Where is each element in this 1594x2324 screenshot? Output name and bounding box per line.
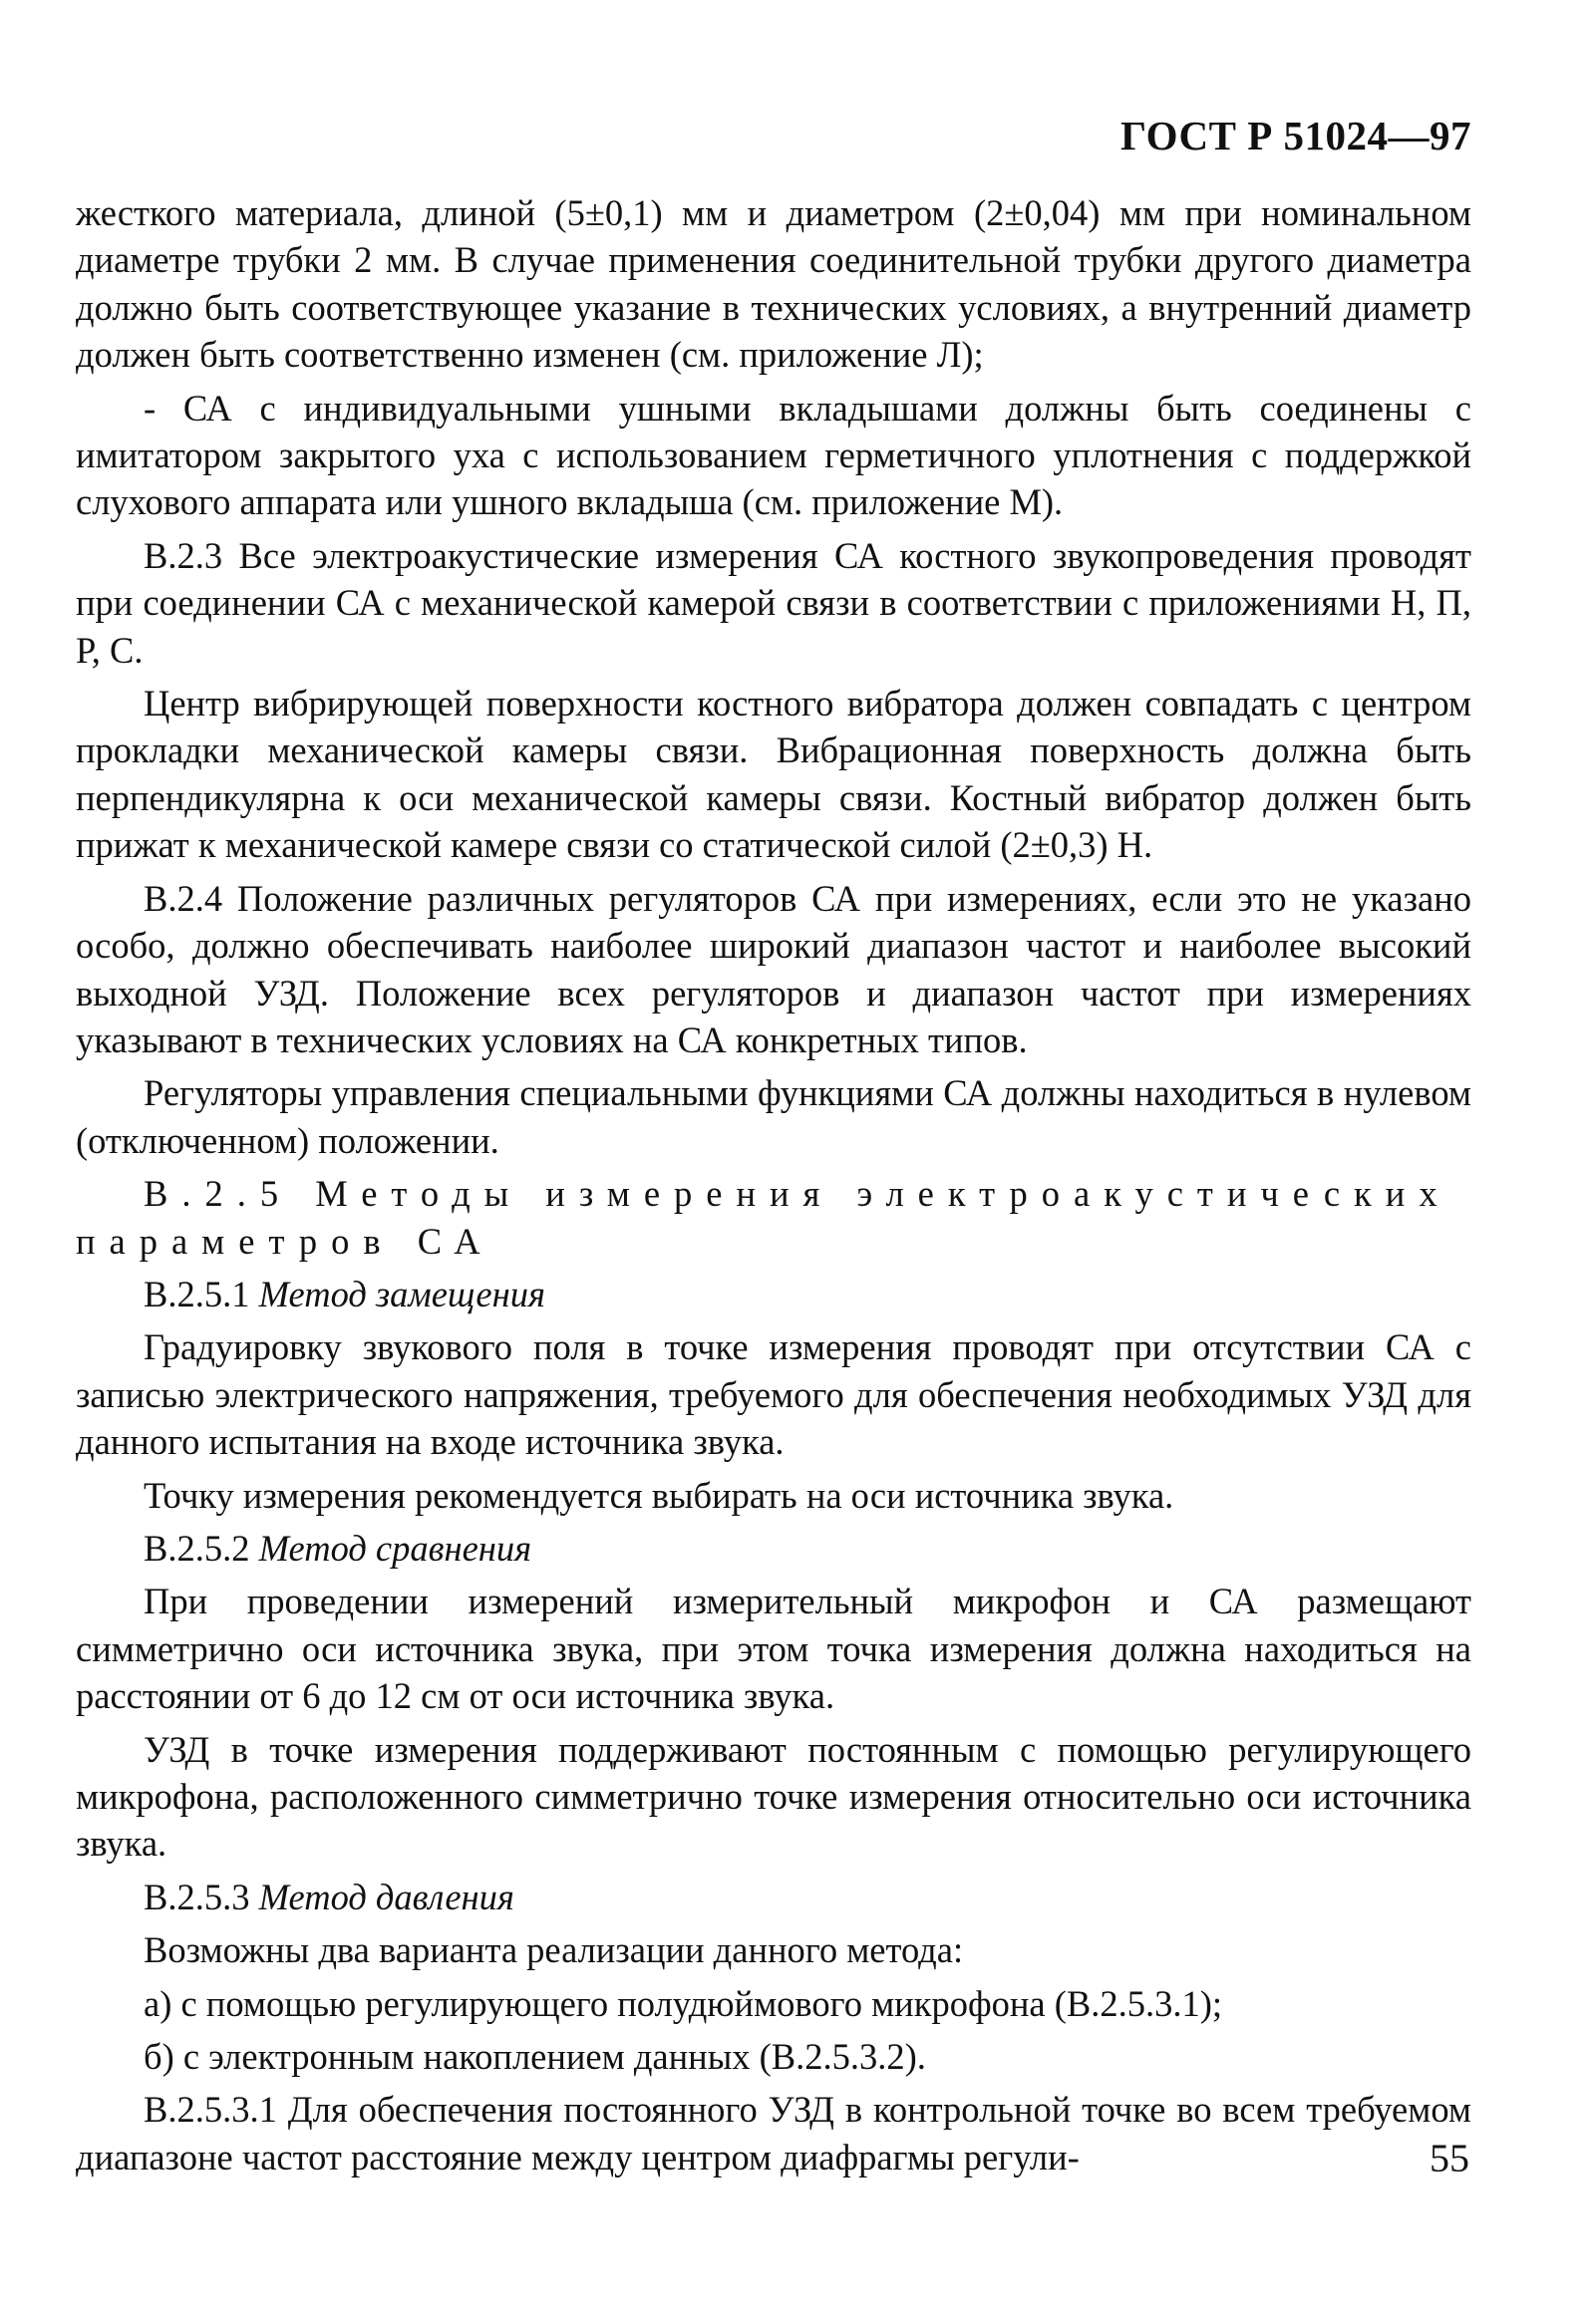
page-number: 55	[1430, 2136, 1469, 2180]
section-number: В.2.5	[144, 1173, 293, 1215]
paragraph: Возможны два варианта реализации данного метода:	[144, 1929, 964, 1971]
section-title: Методы измерения электроакустических параметров СА	[76, 1173, 1451, 1262]
paragraph: - СА с индивидуальными ушными вкладышами должны быть соединены с имитатором закрытого уха с использованием герметичного уплотнения с поддержкой слухового аппарата или ушного вкладыша (см. приложение М).	[76, 387, 1471, 523]
paragraph: жесткого материала, длиной (5±0,1) мм и диаметром (2±0,04) мм при номинальном диаметре трубки 2 мм. В случае применения соединительной трубки другого диаметра должно быть соответствующее указание в технических условиях, а внутренний диаметр должен быть соответственно изменен (см. приложение Л);	[76, 192, 1471, 376]
paragraph: УЗД в точке измерения поддерживают постоянным с помощью регулирующего микрофона, расположенного симметрично точке измерения относительно оси источника звука.	[76, 1728, 1471, 1865]
paragraph: Регуляторы управления специальными функциями СА должны находиться в нулевом (отключенном) положении.	[76, 1072, 1471, 1161]
document-body	[76, 189, 1471, 2186]
section-number: В.2.5.1	[144, 1273, 250, 1314]
list-item: б) с электронным накоплением данных (В.2.5.3.2).	[144, 2036, 926, 2078]
section-title: Метод сравнения	[258, 1527, 532, 1569]
paragraph: В.2.4 Положение различных регуляторов СА при измерениях, если это не указано особо, должно обеспечивать наиболее широкий диапазон частот и наиболее высокий выходной УЗД. Положение всех регуляторов и диапазон частот при измерениях указывают в технических условиях на СА конкретных типов.	[76, 877, 1471, 1060]
section-title: Метод замещения	[258, 1273, 545, 1314]
section-number: В.2.5.3	[144, 1876, 250, 1917]
subsection-heading-b252	[76, 1525, 1471, 1572]
subsection-heading-b251	[76, 1271, 1471, 1317]
paragraph: Точку измерения рекомендуется выбирать на оси источника звука.	[144, 1474, 1174, 1516]
paragraph: Центр вибрирующей поверхности костного вибратора должен совпадать с центром прокладки механической камеры связи. Вибрационная поверхность должна быть перпендикулярна к оси механической камеры связи. Костный вибратор должен быть прижат к механической камере связи со статической силой (2±0,3) Н.	[76, 683, 1471, 866]
section-title: Метод давления	[258, 1876, 514, 1917]
list-item: а) с помощью регулирующего полудюймового микрофона (В.2.5.3.1);	[144, 1982, 1223, 2024]
paragraph: При проведении измерений измерительный микрофон и СА размещают симметрично оси источника звука, при этом точка измерения должна находиться на расстоянии от 6 до 12 см от оси источника звука.	[76, 1581, 1471, 1717]
section-heading-b25	[76, 1170, 1471, 1265]
section-number: В.2.5.2	[144, 1527, 250, 1569]
subsection-heading-b253	[76, 1874, 1471, 1920]
paragraph: В.2.3 Все электроакустические измерения СА костного звукопроведения проводят при соединении СА с механической камерой связи в соответствии с приложениями Н, П, Р, С.	[76, 534, 1471, 671]
paragraph: Градуировку звукового поля в точке измерения проводят при отсутствии СА с записью электрического напряжения, требуемого для обеспечения необходимых УЗД для данного испытания на входе источника звука.	[76, 1326, 1471, 1463]
standard-header: ГОСТ Р 51024—97	[1120, 113, 1471, 158]
paragraph: В.2.5.3.1 Для обеспечения постоянного УЗД в контрольной точке во всем требуемом диапазоне частот расстояние между центром диафрагмы регули-	[76, 2089, 1471, 2178]
